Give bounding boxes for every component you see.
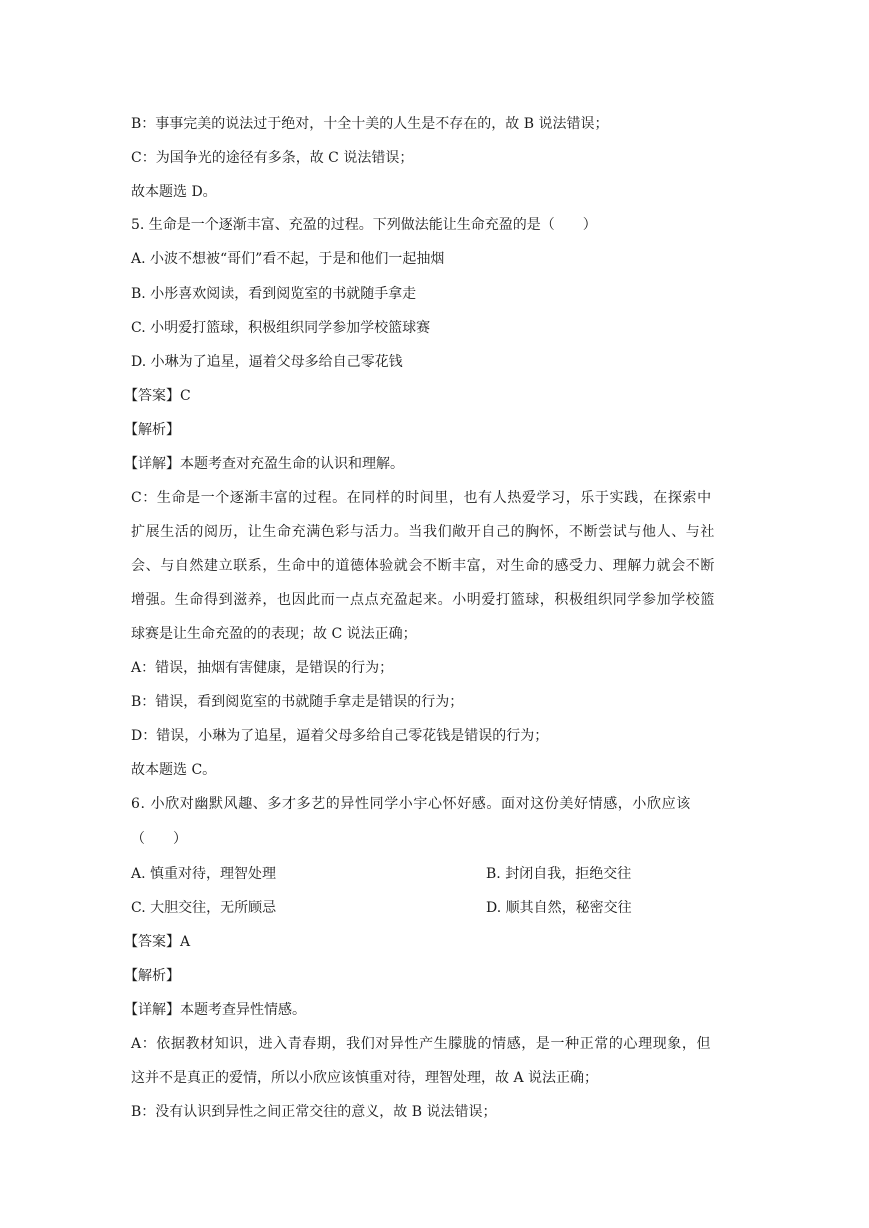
question-6-option-b: B. 封闭自我，拒绝交往	[486, 866, 632, 882]
text-line: C：为国争光的途径有多条，故 C 说法错误；	[131, 150, 414, 166]
question-5-stem: 5. 生命是一个逐渐丰富、充盈的过程。下列做法能让生命充盈的是（ ）	[131, 217, 597, 233]
text-line: 增强。生命得到滋养，也因此而一点点充盈起来。小明爱打篮球，积极组织同学参加学校篮	[131, 592, 715, 608]
text-line: D：错误，小琳为了追星，逼着父母多给自己零花钱是错误的行为；	[131, 728, 549, 744]
text-line: 扩展生活的阅历，让生命充满色彩与活力。当我们敞开自己的胸怀，不断尝试与他人、与社	[131, 524, 715, 540]
text-line: B：没有认识到异性之间正常交往的意义，故 B 说法错误；	[131, 1104, 497, 1120]
text-line: 这并不是真正的爱情，所以小欣应该慎重对待，理智处理，故 A 说法正确；	[131, 1070, 599, 1086]
text-line: B：错误，看到阅览室的书就随手拿走是错误的行为；	[131, 694, 464, 710]
question-5-option-d: D. 小琳为了追星，逼着父母多给自己零花钱	[131, 354, 403, 370]
question-5-option-b: B. 小彤喜欢阅读，看到阅览室的书就随手拿走	[131, 286, 417, 302]
text-line: 故本题选 C。	[131, 762, 217, 778]
text-line: A：依据教材知识，进入青春期，我们对异性产生朦胧的情感，是一种正常的心理现象，但	[131, 1036, 712, 1052]
question-5-option-c: C. 小明爱打篮球，积极组织同学参加学校篮球赛	[131, 320, 431, 336]
answer-5-label: 【答案】C	[124, 388, 191, 404]
text-line: B：事事完美的说法过于绝对，十全十美的人生是不存在的，故 B 说法错误；	[131, 116, 609, 132]
answer-6-label: 【答案】A	[124, 934, 191, 950]
question-5-option-a: A. 小波不想被“哥们”看不起，于是和他们一起抽烟	[131, 251, 445, 267]
text-line: 会、与自然建立联系，生命中的道德体验就会不断丰富，对生命的感受力、理解力就会不断	[131, 558, 715, 574]
text-line: 球赛是让生命充盈的的表现；故 C 说法正确；	[131, 626, 417, 642]
detail-6-intro: 【详解】本题考查异性情感。	[124, 1002, 306, 1018]
text-line: C：生命是一个逐渐丰富的过程。在同样的时间里，也有人热爱学习，乐于实践，在探索中	[131, 490, 712, 506]
question-6-paren: （ ）	[131, 831, 187, 847]
analysis-6-label: 【解析】	[124, 968, 180, 984]
question-6-option-a: A. 慎重对待，理智处理	[131, 866, 277, 882]
question-6-stem: 6. 小欣对幽默风趣、多才多艺的异性同学小宇心怀好感。面对这份美好情感，小欣应该	[131, 796, 691, 812]
question-6-option-c: C. 大胆交往，无所顾忌	[131, 900, 277, 916]
question-6-option-d: D. 顺其自然，秘密交往	[486, 900, 632, 916]
analysis-5-label: 【解析】	[124, 422, 180, 438]
text-line: 故本题选 D。	[131, 184, 217, 200]
text-line: A：错误，抽烟有害健康，是错误的行为；	[131, 660, 394, 676]
detail-5-intro: 【详解】本题考查对充盈生命的认识和理解。	[124, 456, 404, 472]
